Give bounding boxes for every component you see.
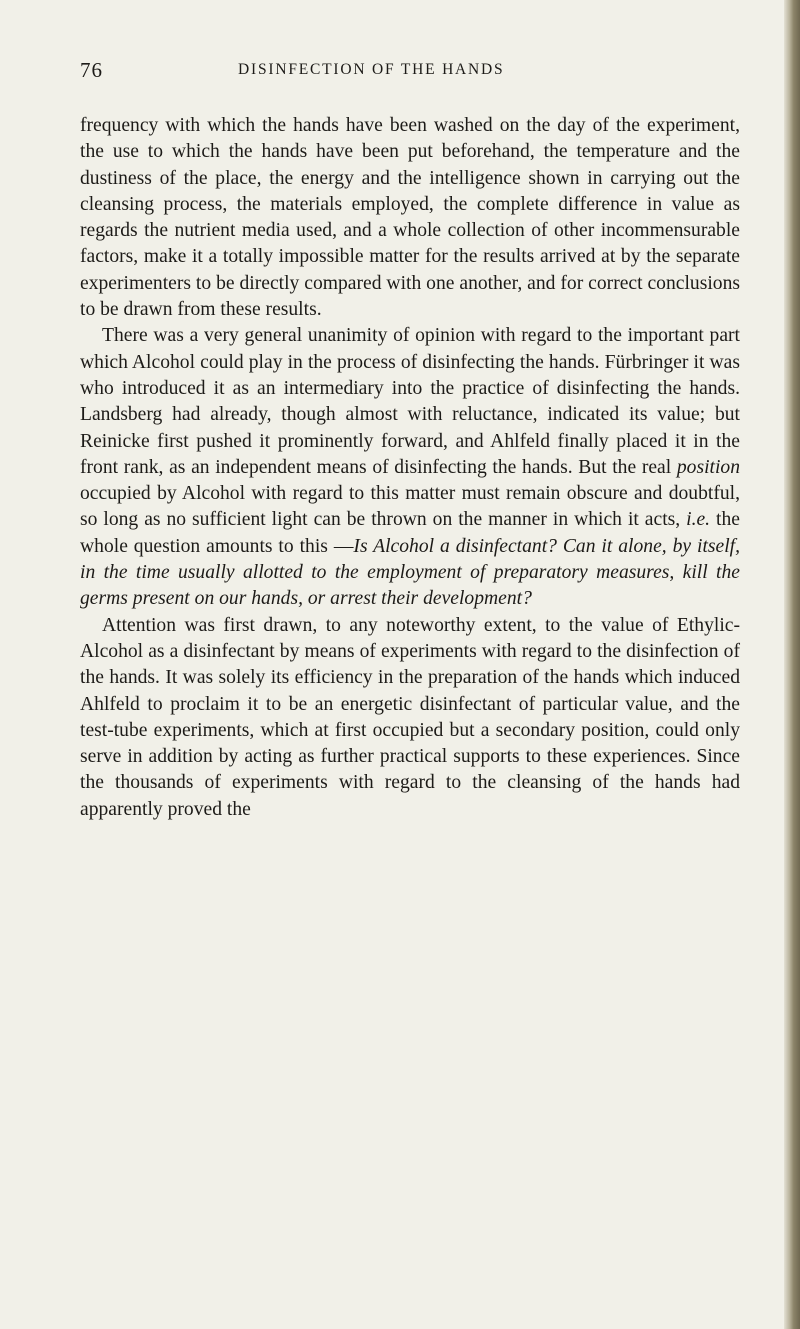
paragraph-2-text-e: the whole question amounts to this —: [80, 509, 740, 557]
paragraph-2-text-a: There was a very general unanimity of opinion with regard to the important part which Alcohol could play in the process of disinfecting the hands. Fürbringer it was who introduced it as an intermediary into the practice of disinfecting the hands. Landsberg had already, though almost with reluctance, indicated its value; but Reinicke first pushed it prominently forward, and Ahlfeld finally placed it in the front rank, as an independent means of disinfecting the hands. But the real: [80, 325, 740, 478]
paragraph-2: [80, 323, 740, 612]
page-edge-shadow: [784, 0, 800, 1329]
page-number: 76: [80, 58, 103, 82]
running-title: DISINFECTION OF THE HANDS: [238, 61, 505, 78]
paragraph-1: frequency with which the hands have been washed on the day of the experiment, the use to which the hands have been put beforehand, the temperature and the dustiness of the place, the energy and the intelligence shown in carrying out the cleansing process, the materials employed, the complete difference in value as regards the nutrient media used, and a whole collection of other incommensurable factors, make it a totally impossible matter for the results arrived at by the separate experimenters to be directly compared with one another, and for correct conclusions to be drawn from these results.: [80, 115, 740, 321]
italic-position: position: [676, 456, 740, 478]
italic-question: Is Alcohol a disinfectant? Can it alone, by itself, in the time usually allotted to the employment of preparatory measures, kill the germs present on our hands, or arrest their development?: [80, 535, 740, 610]
italic-ie: i.e.: [686, 509, 711, 531]
paragraph-3: Attention was first drawn, to any noteworthy extent, to the value of Ethylic-Alcohol as a disinfectant by means of experiments with regard to the disinfection of the hands. It was solely its efficiency in the preparation of the hands which induced Ahlfeld to proclaim it to be an energetic disinfectant of particular value, and the test-tube experiments, which at first occupied but a secondary position, could only serve in addition by acting as further practical supports to these experiences. Since the thousands of experiments with regard to the cleansing of the hands had apparently proved the: [80, 614, 740, 820]
page-header: [0, 58, 800, 88]
body-text: [80, 113, 740, 823]
paragraph-2-text-c: occupied by Alcohol with regard to this matter must remain obscure and doubtful, so long as no sufficient light can be thrown on the manner in which it acts,: [80, 483, 740, 531]
